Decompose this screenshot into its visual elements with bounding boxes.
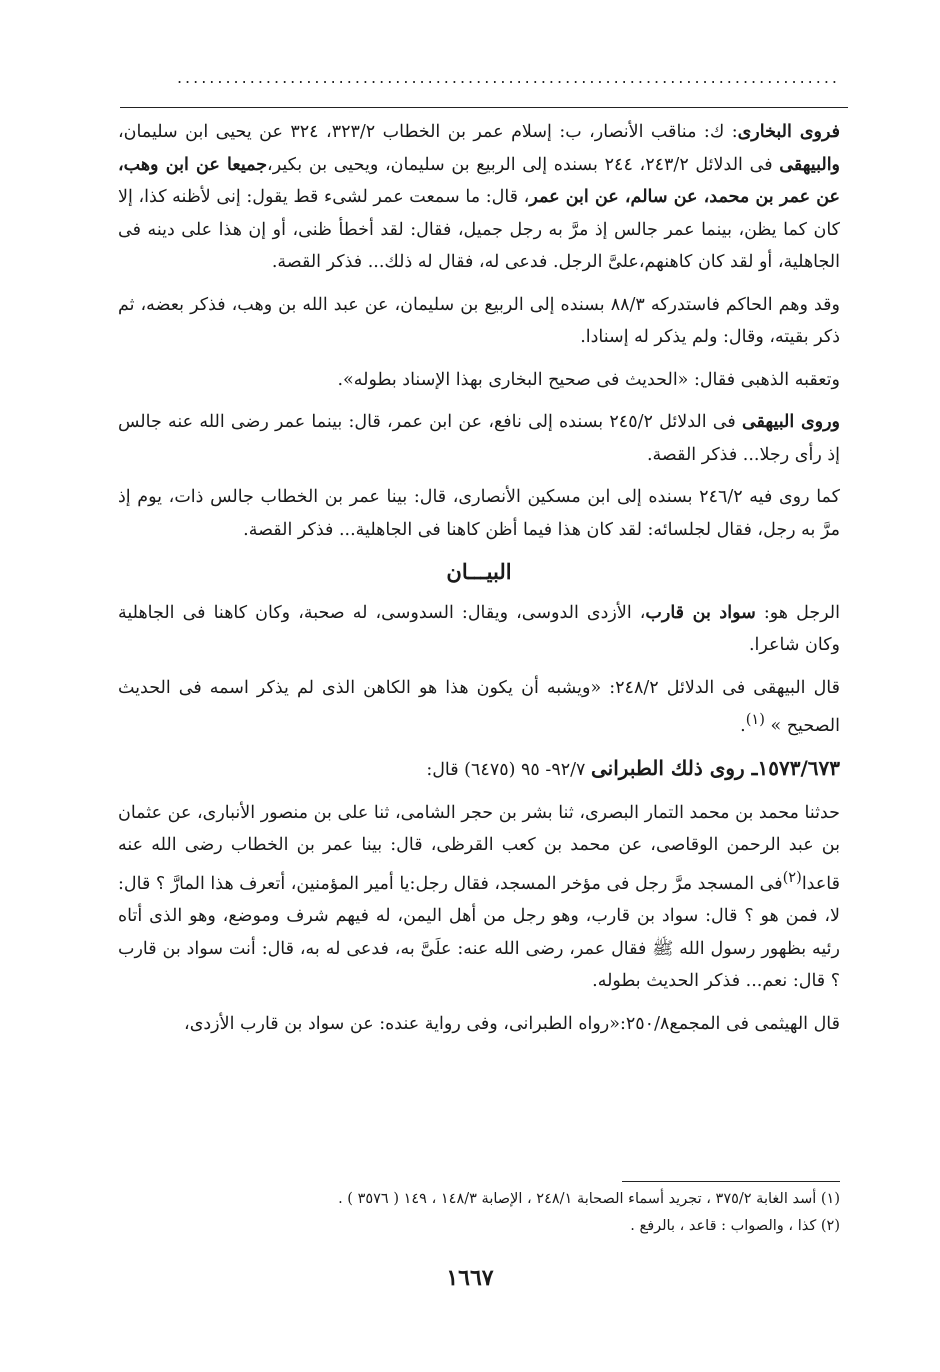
section-heading: البيـــان [446,559,512,584]
header-dotted-line: .................................................................................. [176,68,840,87]
paragraph-text: حدثنا محمد بن محمد التمار البصرى، ثنا بشر بن حجر الشامى، ثنا على بن منصور الأنبارى، عن عثمان بن عبد الرحمن الوقاصى، عن محمد بن كعب القرظى، قال: بينا عمر بن الخطاب رضى الله عنه قاعدا [118,802,840,894]
paragraph-text: فى المسجد مرَّ رجل فى مؤخر المسجد، فقال رجل:يا أمير المؤمنين، أتعرف هذا المارَّ ؟ قال: لا، فمن هو ؟ قال: سواد بن قارب، وهو رجل من أهل اليمن، له فيهم شرف وموضع، وهو الذى أتاه رئيه بظهور رسول الله ﷺ فقال عمر، رضى الله عنه: علَىَّ به، فدعى له به، قال: أنت سواد بن قارب ؟ قال: نعم... فذكر الحديث بطوله. [118,873,840,992]
paragraph-bayhaqi-2: كما روى فيه ٢٤٦/٢ بسنده إلى ابن مسكين الأنصارى، قال: بينا عمر بن الخطاب جالس ذات، يوم إذ مرَّ به رجل، فقال لجلسائه: لقد كان هذا فيما أظن كاهنا فى الجاهلية... فذكر القصة. [118,487,840,540]
paragraph-text: فى الدلائل ٢٤٥/٢ بسنده إلى نافع، عن ابن عمر، قال: بينما عمر رضى الله عنه جالس إذ رأى رجلا... فذكر القصة. [118,412,840,465]
paragraph-text: قال البيهقى فى الدلائل ٢٤٨/٢: «ويشبه أن يكون هذا هو الكاهن الذى لم يذكر اسمه فى الحديث الصحيح » [118,677,840,736]
paragraph-text: ، قال: ما سمعت عمر لشىء قط يقول: إنى لأظنه كذا، إلا كان كما يظن، بينما عمر جالس إذ مرَّ به رجل جميل، فقال: لقد أخطأ ظنى، أو إن هذا على دينه فى الجاهلية، أو لقد كان كاهنهم،علىَّ الرجل. فدعى له، فقال له ذلك... فذكر القصة. [118,187,840,272]
paragraph-text: الرجل هو: [755,602,841,623]
footnote-ref: (٢) [782,868,802,886]
footnote: (١) أسد الغابة ٣٧٥/٢ ، تجريد أسماء الصحابة ٢٤٨/١ ، الإصابة ١٤٨/٣ ، ١٤٩ ( ٣٥٧٦ ) . [338,1191,840,1207]
footnote: (٢) كذا ، والصواب : قاعد ، بالرفع . [630,1218,840,1234]
paragraph-text: . [740,715,746,736]
paragraph-text: : ك: مناقب الأنصار، ب: إسلام عمر بن الخطاب ٣٢٣/٢، ٣٢٤ عن يحيى ابن سليمان، [118,122,738,142]
paragraph-text: ، الأزدى الدوسى، ويقال: السدوسى، له صحبة، وكان كاهنا فى الجاهلية وكان شاعرا. [118,602,840,655]
record-text: ٩٢/٧- ٩٥ (٦٤٧٥) قال: [426,760,591,781]
record-number: ١٥٧٣/٦٧٣ـ روى ذلك الطبرانى [591,756,840,781]
paragraph-man [118,597,840,662]
main-text [118,116,840,1050]
paragraph-hadith [118,797,840,998]
paragraph-hakim: وقد وهم الحاكم فاستدركه ٨٨/٣ بسنده إلى الربيع بن سليمان، عن عبد الله بن وهب، فذكر بعضه، ثم ذكر بقيته، وقال: ولم يذكر له إسنادا. [118,294,840,347]
bold-chain: جميعا عن ابن وهب، عن عمر بن محمد، عن سالم، عن ابن عمر [118,154,840,207]
bold-source: وروى البيهقى [741,412,841,432]
paragraph-bayhaqi [118,406,840,471]
bold-source: فروى البخارى [737,122,841,142]
bold-name: سواد بن قارب [645,602,756,623]
footnotes [118,1186,840,1240]
paragraph-bayhaqi-note [118,672,840,743]
header-rule [120,107,848,108]
footnote-rule [622,1181,840,1182]
bold-source: والبيهقى [779,154,841,175]
record-heading [118,752,840,787]
page-number: ١٦٦٧ [446,1265,494,1291]
paragraph-haythami: قال الهيثمى فى المجمع٢٥٠/٨:«رواه الطبرانى، وفى رواية عنده: عن سواد بن قارب الأزدى، [184,1013,840,1034]
paragraph-dhahabi: وتعقبه الذهبى فقال: «الحديث فى صحيح البخارى بهذا الإسناد بطوله». [337,369,840,390]
paragraph-text: فى الدلائل ٢٤٣/٢، ٢٤٤ بسنده إلى الربيع بن سليمان، ويحيى بن بكير، [267,154,780,175]
paragraph-bukhari [118,116,840,279]
footnote-ref: (١) [745,711,765,728]
